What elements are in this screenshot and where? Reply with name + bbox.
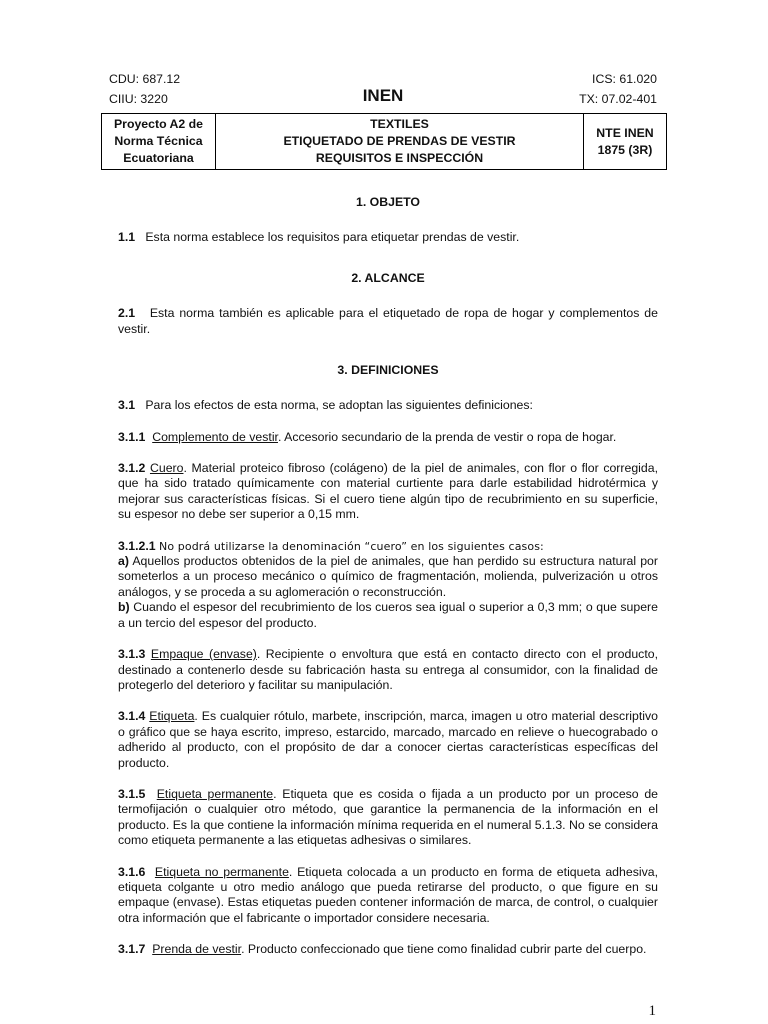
title-box bbox=[101, 113, 667, 170]
title-line: ETIQUETADO DE PRENDAS DE VESTIR bbox=[283, 134, 516, 148]
clause-number: 3.1 bbox=[118, 398, 136, 413]
defined-term: Etiqueta permanente bbox=[156, 786, 274, 801]
clause-text: . Etiqueta colocada a un producto en forma de etiqueta adhesiva, etiqueta colgante u otro medio análogo que pueda retirarse del producto, o que figure en su empaque (envase). Estas etiquetas pueden contener información de marca, de control, o cualquier otra información que el fabricante o importador considere necesaria. bbox=[118, 864, 658, 925]
document-body bbox=[118, 195, 658, 974]
paragraph-3-1-2-1 bbox=[118, 539, 658, 631]
project-line: Norma Técnica bbox=[114, 134, 203, 148]
paragraph-3-1-1 bbox=[118, 430, 658, 445]
defined-term: Etiqueta bbox=[149, 709, 195, 724]
section-heading-objeto: 1. OBJETO bbox=[355, 195, 420, 209]
paragraph-3-1-4 bbox=[118, 709, 658, 771]
paragraph-3-1 bbox=[118, 398, 658, 413]
clause-number: 3.1.2 bbox=[118, 461, 146, 476]
paragraph-3-1-6 bbox=[118, 865, 658, 927]
page-number: 1 bbox=[648, 1003, 656, 1019]
clause-text: . Producto confeccionado que tiene como finalidad cubrir parte del cuerpo. bbox=[241, 942, 647, 957]
clause-text: . Es cualquier rótulo, marbete, inscripción, marca, imagen u otro material descriptivo o gráfico que se haya escrito, impreso, estarcido, marcado, marcado en relieve o huecograbado o adherido al producto, con el propósito de dar a conocer ciertas características específicas del producto. bbox=[118, 709, 658, 770]
tx-code: TX: 07.02-401 bbox=[579, 92, 657, 106]
clause-number: 3.1.2.1 bbox=[118, 538, 156, 553]
clause-number: 3.1.1 bbox=[118, 429, 146, 444]
clause-text: No podrá utilizarse la denominación “cuero” en los siguientes casos: bbox=[159, 539, 544, 553]
item-text-b: Cuando el espesor del recubrimiento de los cueros sea igual o superior a 0,3 mm; o que supere a un tercio del espesor del producto. bbox=[118, 600, 658, 630]
project-line: Ecuatoriana bbox=[123, 151, 194, 165]
clause-number: 3.1.7 bbox=[118, 942, 146, 957]
clause-text: Esta norma establece los requisitos para etiquetar prendas de vestir. bbox=[145, 230, 520, 244]
section-heading-alcance: 2. ALCANCE bbox=[351, 271, 425, 286]
clause-text: Para los efectos de esta norma, se adoptan las siguientes definiciones: bbox=[145, 398, 533, 413]
defined-term: Complemento de vestir bbox=[152, 429, 278, 444]
title-cell bbox=[216, 114, 584, 170]
organization-name: INEN bbox=[362, 86, 404, 105]
defined-term: Prenda de vestir bbox=[152, 942, 242, 957]
project-line: Proyecto A2 de bbox=[113, 117, 204, 131]
document-header bbox=[109, 72, 657, 112]
paragraph-3-1-5 bbox=[118, 787, 658, 849]
clause-number: 3.1.3 bbox=[118, 647, 146, 662]
defined-term: Cuero bbox=[149, 461, 184, 476]
clause-text: . Material proteico fibroso (colágeno) de la piel de animales, con flor o flor corregida, que ha sido tratado químicamente con material curtiente para darle estabilidad hidrotérmica y mejorar sus características físicas. Si el cuero tiene algún tipo de recubrimiento en su superficie, su espesor no debe ser superior a 0,15 mm. bbox=[118, 461, 659, 522]
paragraph-3-1-2 bbox=[118, 461, 658, 523]
title-line: TEXTILES bbox=[370, 117, 429, 131]
clause-text: . Recipiente o envoltura que está en contacto directo con el producto, destinado a contenerlo desde su fabricación hasta su entrega al consumidor, con la finalidad de protegerlo del deterioro y facilitar su manipulación. bbox=[118, 647, 658, 692]
item-label-b: b) bbox=[118, 600, 130, 615]
section-heading-definiciones: 3. DEFINICIONES bbox=[337, 363, 439, 378]
title-line: REQUISITOS E INSPECCIÓN bbox=[315, 151, 484, 165]
defined-term: Empaque (envase) bbox=[150, 647, 257, 662]
ciiu-code: CIIU: 3220 bbox=[109, 92, 168, 106]
clause-number: 3.1.5 bbox=[118, 786, 146, 801]
paragraph-3-1-7 bbox=[118, 942, 658, 957]
clause-number: 3.1.4 bbox=[118, 709, 146, 724]
project-cell bbox=[102, 114, 216, 170]
clause-number: 1.1 bbox=[118, 230, 136, 244]
paragraph-1-1 bbox=[118, 230, 658, 245]
paragraph-2-1 bbox=[118, 306, 658, 337]
clause-number: 3.1.6 bbox=[118, 864, 146, 879]
clause-text: Esta norma también es aplicable para el etiquetado de ropa de hogar y complementos de vestir. bbox=[118, 306, 658, 336]
clause-number: 2.1 bbox=[118, 306, 136, 321]
clause-text: . Accesorio secundario de la prenda de vestir o ropa de hogar. bbox=[277, 429, 617, 444]
norm-code-line: NTE INEN bbox=[596, 125, 654, 140]
ics-code: ICS: 61.020 bbox=[592, 72, 657, 86]
item-text-a: Aquellos productos obtenidos de la piel de animales, que han perdido su estructura natural por someterlos a un proceso mecánico o químico de fragmentación, molienda, pulverización u otros análogos, y se proceda a su aglomeración o reconstrucción. bbox=[118, 554, 658, 599]
norm-code-line: 1875 (3R) bbox=[597, 142, 653, 157]
paragraph-3-1-3 bbox=[118, 647, 658, 693]
item-label-a: a) bbox=[118, 554, 129, 569]
defined-term: Etiqueta no permanente bbox=[154, 864, 289, 879]
cdu-code: CDU: 687.12 bbox=[109, 72, 181, 86]
norm-code-cell bbox=[584, 114, 667, 170]
clause-text: . Etiqueta que es cosida o fijada a un producto por un proceso de termofijación o cualquier otro método, que garantice la permanencia de la información en el producto. Es la que contiene la información mínima requerida en el numeral 5.1.3. No se considera como etiqueta permanente a las etiquetas adhesivas o similares. bbox=[118, 786, 658, 848]
